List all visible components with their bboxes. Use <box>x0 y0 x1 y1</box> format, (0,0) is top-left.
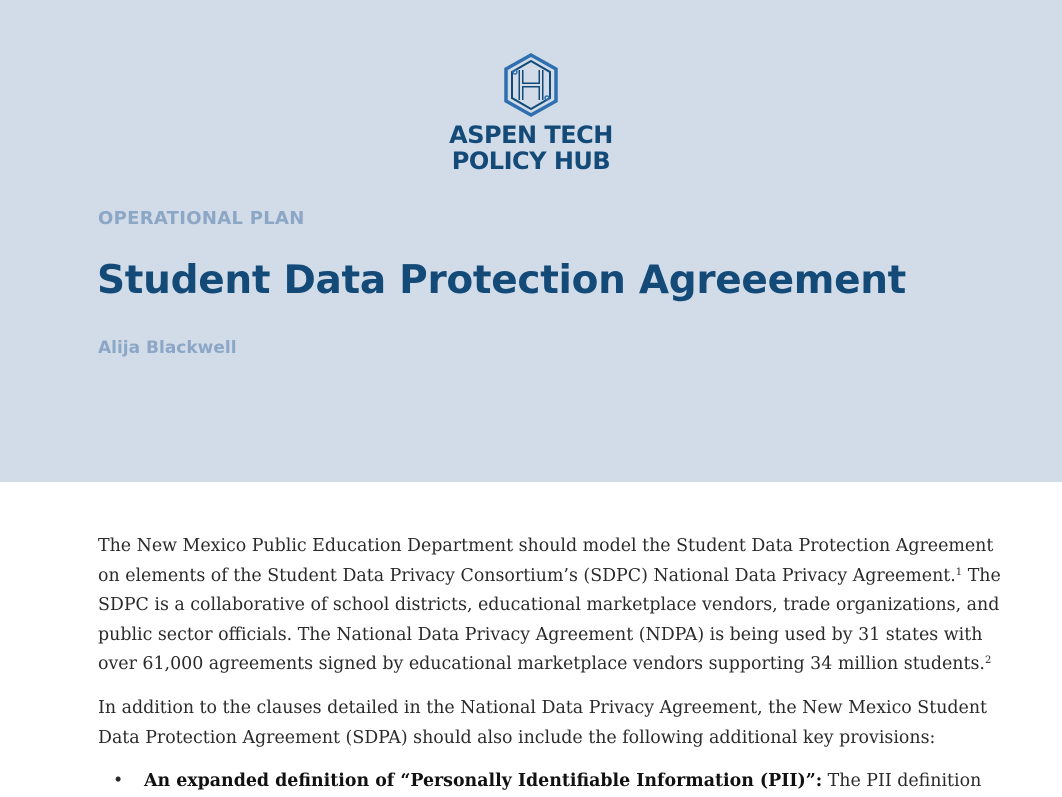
page-title: Student Data Protection Agreeement <box>97 258 907 303</box>
text-line: The New Mexico Public Education Department should model the Student Data Protection Agreement <box>98 536 994 556</box>
paragraph-intro <box>98 532 1001 680</box>
document-body <box>98 532 1001 797</box>
text-line <box>144 767 982 797</box>
text-line: In addition to the clauses detailed in the National Data Privacy Agreement, the New Mexico Student <box>98 697 988 718</box>
logo-line-1: ASPEN TECH <box>449 121 613 149</box>
text-span: The PII definition <box>822 771 982 792</box>
footnote-ref-2[interactable]: 2 <box>984 655 992 667</box>
logo-line-2: POLICY HUB <box>451 147 611 175</box>
text-line <box>98 650 992 680</box>
text-span: The <box>962 565 1001 586</box>
footnote-ref-1[interactable]: 1 <box>955 566 963 578</box>
bullet-icon: • <box>113 771 124 792</box>
bullet-heading: An expanded definition of “Personally Identifiable Information (PII)”: <box>144 771 823 792</box>
text-line <box>98 562 1001 592</box>
author-name: Alija Blackwell <box>98 338 237 358</box>
hexagon-h-logo-icon <box>502 52 560 118</box>
text-span: on elements of the Student Data Privacy Consortium’s (SDPC) National Data Privacy Agreement. <box>98 565 956 586</box>
document-type-label: OPERATIONAL PLAN <box>98 208 305 229</box>
text-line: SDPC is a collaborative of school districts, educational marketplace vendors, trade organizations, and <box>98 595 1000 616</box>
text-span: over 61,000 agreements signed by educational marketplace vendors supporting 34 million students. <box>98 654 985 675</box>
text-line: Data Protection Agreement (SDPA) should also include the following additional key provisions: <box>98 727 936 748</box>
text-line: public sector officials. The National Data Privacy Agreement (NDPA) is being used by 31 states with <box>98 624 983 645</box>
paragraph-provisions <box>98 694 988 753</box>
aspen-tech-policy-hub-logo <box>0 52 1062 174</box>
list-item <box>98 767 982 797</box>
